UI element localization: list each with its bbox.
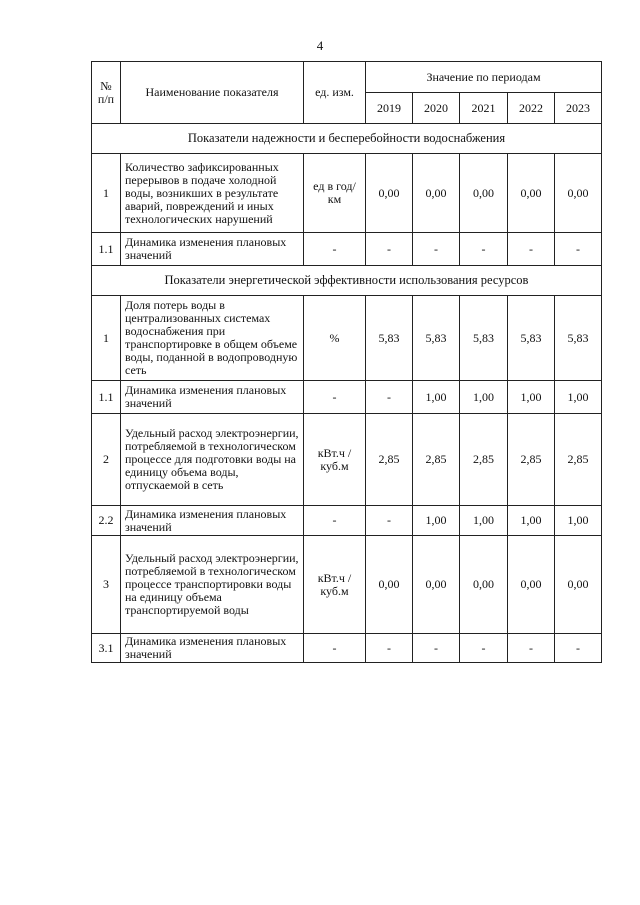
row-num: 2.2 — [92, 506, 121, 536]
row-num: 1.1 — [92, 381, 121, 414]
table-row — [92, 296, 602, 381]
row-value: 0,00 — [508, 154, 555, 233]
row-value: 0,00 — [366, 154, 413, 233]
row-unit: кВт.ч / куб.м — [304, 414, 366, 506]
row-unit: кВт.ч / куб.м — [304, 536, 366, 634]
row-unit: % — [304, 296, 366, 381]
row-value: - — [508, 634, 555, 663]
header-periods: Значение по периодам — [366, 62, 602, 93]
header-year: 2021 — [460, 93, 508, 124]
row-value: 0,00 — [460, 536, 508, 634]
row-value: 2,85 — [366, 414, 413, 506]
row-value: 0,00 — [555, 536, 602, 634]
row-value: - — [555, 233, 602, 266]
row-unit: - — [304, 634, 366, 663]
header-year: 2019 — [366, 93, 413, 124]
row-value: 1,00 — [555, 381, 602, 414]
row-value: 5,83 — [460, 296, 508, 381]
row-name: Динамика изменения плановых значений — [121, 506, 304, 536]
row-value: 5,83 — [413, 296, 460, 381]
indicators-table — [91, 61, 602, 663]
row-num: 1 — [92, 154, 121, 233]
header-year: 2020 — [413, 93, 460, 124]
row-value: 0,00 — [508, 536, 555, 634]
row-value: - — [366, 634, 413, 663]
table-row — [92, 381, 602, 414]
row-value: 0,00 — [460, 154, 508, 233]
header-num: № п/п — [92, 62, 121, 124]
row-value: 1,00 — [460, 381, 508, 414]
row-value: - — [413, 634, 460, 663]
row-value: 0,00 — [555, 154, 602, 233]
row-num: 1.1 — [92, 233, 121, 266]
row-value: 0,00 — [413, 536, 460, 634]
table-row — [92, 154, 602, 233]
row-value: 2,85 — [413, 414, 460, 506]
row-value: - — [555, 634, 602, 663]
row-value: 1,00 — [555, 506, 602, 536]
row-value: 1,00 — [413, 506, 460, 536]
row-unit: - — [304, 233, 366, 266]
header-unit: ед. изм. — [304, 62, 366, 124]
row-unit: - — [304, 506, 366, 536]
row-num: 1 — [92, 296, 121, 381]
row-unit: - — [304, 381, 366, 414]
table-row — [92, 634, 602, 663]
table-row — [92, 233, 602, 266]
row-value: 1,00 — [460, 506, 508, 536]
header-year: 2022 — [508, 93, 555, 124]
row-value: 2,85 — [508, 414, 555, 506]
row-value: - — [366, 506, 413, 536]
row-value: 5,83 — [508, 296, 555, 381]
row-unit: ед в год/ км — [304, 154, 366, 233]
section-title: Показатели надежности и бесперебойности водоснабжения — [92, 124, 602, 154]
row-num: 3 — [92, 536, 121, 634]
row-value: - — [413, 233, 460, 266]
row-value: - — [460, 634, 508, 663]
row-value: 5,83 — [366, 296, 413, 381]
header-year: 2023 — [555, 93, 602, 124]
section-title: Показатели энергетической эффективности использования ресурсов — [92, 266, 602, 296]
row-name: Динамика изменения плановых значений — [121, 634, 304, 663]
row-value: 0,00 — [366, 536, 413, 634]
header-name: Наименование показателя — [121, 62, 304, 124]
row-value: 1,00 — [508, 381, 555, 414]
row-value: 2,85 — [460, 414, 508, 506]
row-value: 1,00 — [508, 506, 555, 536]
row-name: Динамика изменения плановых значений — [121, 381, 304, 414]
row-value: 1,00 — [413, 381, 460, 414]
row-value: - — [366, 381, 413, 414]
row-value: 5,83 — [555, 296, 602, 381]
row-name: Динамика изменения плановых значений — [121, 233, 304, 266]
page-number: 4 — [316, 38, 324, 53]
section-row — [92, 266, 602, 296]
row-value: 0,00 — [413, 154, 460, 233]
row-value: 2,85 — [555, 414, 602, 506]
row-value: - — [366, 233, 413, 266]
table-row — [92, 536, 602, 634]
section-row — [92, 124, 602, 154]
row-num: 3.1 — [92, 634, 121, 663]
row-name: Удельный расход электроэнергии, потребляемой в технологическом процессе транспортировки воды на единицу объема транспортируемой воды — [121, 536, 304, 634]
row-value: - — [508, 233, 555, 266]
row-name: Удельный расход электроэнергии, потребляемой в технологическом процессе для подготовки воды на единицу объема воды, отпускаемой в сеть — [121, 414, 304, 506]
row-num: 2 — [92, 414, 121, 506]
row-value: - — [460, 233, 508, 266]
row-name: Доля потерь воды в централизованных системах водоснабжения при транспортировке в общем объеме воды, поданной в водопроводную сеть — [121, 296, 304, 381]
table-row — [92, 506, 602, 536]
table-row — [92, 414, 602, 506]
row-name: Количество зафиксированных перерывов в подаче холодной воды, возникших в результате аварий, повреждений и иных технологических нарушений — [121, 154, 304, 233]
